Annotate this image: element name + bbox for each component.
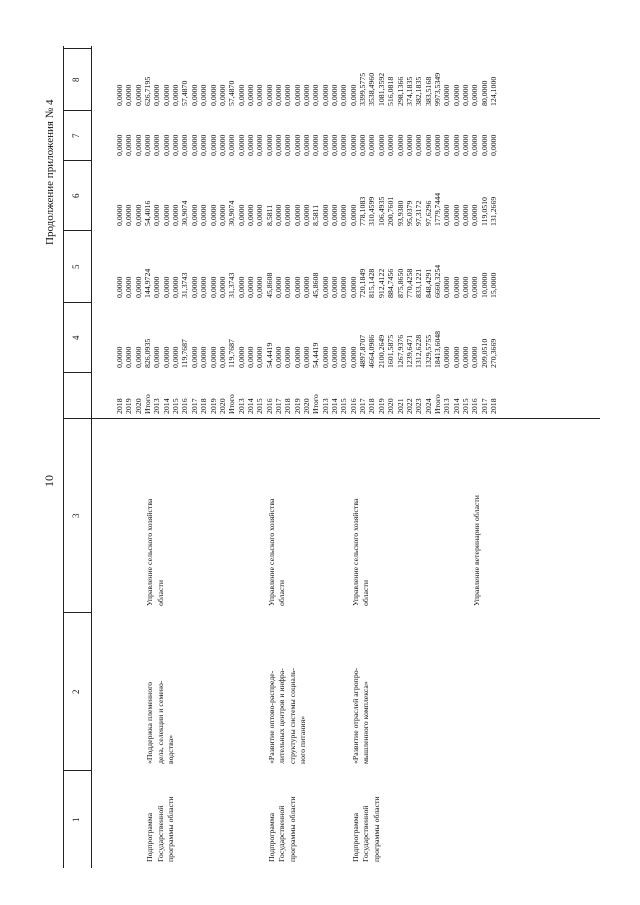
total-cell: 0,0000 [152,346,162,368]
local-cell: 0,0000 [358,134,368,156]
federal-cell: 0,0000 [161,276,171,298]
year-cell: 2015 [255,398,265,414]
subprogram-name: ного питания» [298,715,308,764]
year-cell: Итого [311,394,321,414]
program-label: Государственной [155,805,165,862]
federal-cell: 0,0000 [133,276,143,298]
subprogram-name: дела, селекции и семено- [155,680,165,764]
federal-cell: 0,0000 [339,276,349,298]
column-separator [63,230,91,231]
column-number: 3 [71,513,81,518]
local-cell: 0,0000 [348,134,358,156]
local-cell: 0,0000 [245,134,255,156]
federal-cell: 0,0000 [292,276,302,298]
subprogram-name: водства» [166,734,175,764]
regional-cell: 30,9074 [180,200,190,226]
local-cell: 0,0000 [199,134,209,156]
federal-cell: 875,8650 [395,268,405,298]
year-cell: 2013 [320,398,330,414]
subprogram-name: структуры системы социаль- [287,668,297,764]
other-cell: 382,1835 [414,76,424,106]
local-cell: 0,0000 [367,134,377,156]
year-cell: 2015 [171,398,181,414]
federal-cell: 0,0000 [330,276,340,298]
executor-name: Управление ветеринарии области [472,495,482,606]
other-cell: 0,0000 [236,84,246,106]
regional-cell: 93,9380 [395,200,405,226]
total-cell: 119,7687 [227,339,237,368]
year-cell: 2013 [442,398,452,414]
federal-cell: 0,0000 [348,276,358,298]
local-cell: 0,0000 [264,134,274,156]
local-cell: 0,0000 [161,134,171,156]
federal-cell: 0,0000 [470,276,480,298]
year-cell: 2018 [115,398,124,414]
executor-name: области [155,579,165,606]
total-cell: 1329,5755 [423,334,433,368]
local-cell: 0,0000 [489,134,498,156]
regional-cell: 0,0000 [283,204,293,226]
total-cell: 270,3669 [489,338,498,368]
total-cell: 1239,6471 [404,334,414,368]
regional-cell: 0,0000 [217,204,227,226]
header-row-border [91,46,92,868]
regional-cell: 106,4935 [376,196,386,226]
federal-cell: 0,0000 [171,276,181,298]
local-cell: 0,0000 [283,134,293,156]
local-cell: 0,0000 [423,134,433,156]
year-cell: 2022 [404,398,414,414]
local-cell: 0,0000 [404,134,414,156]
federal-cell: 0,0000 [320,276,330,298]
year-cell: 2018 [283,398,293,414]
other-cell: 374,1835 [404,76,414,106]
executor-name: области [361,579,371,606]
page-number: 10 [42,475,56,487]
regional-cell: 0,0000 [442,204,452,226]
local-cell: 0,0000 [302,134,311,156]
year-cell: 2024 [423,398,433,414]
total-cell: 209,0510 [479,338,489,368]
other-cell: 0,0000 [152,84,162,106]
regional-cell: 0,0000 [245,204,255,226]
total-cell: 0,0000 [302,346,311,368]
total-cell: 0,0000 [115,346,124,368]
local-cell: 0,0000 [227,134,237,156]
regional-cell: 95,0379 [404,200,414,226]
regional-cell: 97,3172 [414,200,424,226]
year-cell: 2014 [330,398,340,414]
year-cell: 2021 [395,398,405,414]
year-cell: 2020 [386,398,396,414]
local-cell: 0,0000 [171,134,181,156]
year-cell: 2015 [339,398,349,414]
other-cell: 626,7195 [143,76,153,106]
year-cell: 2014 [451,398,461,414]
federal-cell: 144,9724 [143,268,153,298]
federal-cell: 0,0000 [208,276,218,298]
local-cell: 0,0000 [292,134,302,156]
regional-cell: 30,9074 [227,200,237,226]
program-label: Государственной [361,805,371,862]
other-cell: 0,0000 [217,84,227,106]
regional-cell: 0,0000 [124,204,134,226]
federal-cell: 0,0000 [442,276,452,298]
local-cell: 0,0000 [442,134,452,156]
year-cell: 2020 [302,398,311,414]
local-cell: 0,0000 [189,134,199,156]
total-cell: 0,0000 [330,346,340,368]
federal-cell: 884,7456 [386,268,396,298]
other-cell: 0,0000 [161,84,171,106]
year-cell: 2017 [189,398,199,414]
year-cell: 2019 [208,398,218,414]
other-cell: 3399,5775 [358,72,368,106]
total-cell: 0,0000 [208,346,218,368]
other-cell: 0,0000 [124,84,134,106]
other-cell: 0,0000 [320,84,330,106]
other-cell: 57,4870 [180,80,190,106]
regional-cell: 119,0510 [479,197,489,226]
year-cell: Итого [432,394,442,414]
year-cell: 2017 [273,398,283,414]
year-cell: 2020 [133,398,143,414]
other-cell: 0,0000 [245,84,255,106]
federal-cell: 0,0000 [115,276,124,298]
local-cell: 0,0000 [133,134,143,156]
year-cell: 2023 [414,398,424,414]
federal-cell: 0,0000 [460,276,470,298]
regional-cell: 1779,7444 [432,192,442,226]
subprogram-name: «Развитие оптово-распреде- [266,670,276,764]
federal-cell: 45,8608 [311,272,321,298]
total-cell: 0,0000 [460,346,470,368]
year-cell: 2016 [180,398,190,414]
regional-cell: 97,6296 [423,200,433,226]
regional-cell: 778,1083 [358,196,368,226]
year-cell: 2018 [367,398,377,414]
other-cell: 1081,3592 [376,72,386,106]
federal-cell: 10,0000 [479,272,489,298]
year-cell: 2014 [161,398,171,414]
other-cell: 0,0000 [311,84,321,106]
local-cell: 0,0000 [386,134,396,156]
year-cell: Итого [143,394,153,414]
column-separator [63,48,91,49]
federal-cell: 0,0000 [273,276,283,298]
column-separator [63,160,91,161]
regional-cell: 0,0000 [292,204,302,226]
program-label: Подпрограмма [145,812,154,862]
local-cell: 0,0000 [414,134,424,156]
column-number: 1 [71,817,81,822]
local-cell: 0,0000 [330,134,340,156]
federal-cell: 848,4291 [423,268,433,298]
regional-cell: 0,0000 [302,204,311,226]
other-cell: 383,5168 [423,76,433,106]
federal-cell: 0,0000 [152,276,162,298]
federal-cell: 31,3743 [180,272,190,298]
local-cell: 0,0000 [339,134,349,156]
program-label: Подпрограмма [266,812,276,862]
federal-cell: 833,1221 [414,268,424,298]
federal-cell: 6660,3254 [432,264,442,298]
column-separator [63,372,91,373]
total-cell: 1601,5875 [386,334,396,368]
total-cell: 0,0000 [161,346,171,368]
total-cell: 0,0000 [470,346,480,368]
year-cell: 2016 [470,398,480,414]
total-cell: 0,0000 [199,346,209,368]
other-cell: 9973,5349 [432,72,442,106]
table-top-border [63,46,64,868]
local-cell: 0,0000 [208,134,218,156]
column-number: 5 [71,264,81,269]
executor-name: области [277,579,287,606]
regional-cell: 0,0000 [255,204,265,226]
subprogram-name: лительных центров и инфра- [277,668,287,764]
federal-cell: 720,1849 [358,268,368,298]
total-cell: 0,0000 [189,346,199,368]
executor-name: Управление сельского хозяйства [266,498,276,606]
program-label: программы области [371,796,381,862]
year-cell: 2014 [245,398,255,414]
local-cell: 0,0000 [376,134,386,156]
federal-cell: 0,0000 [189,276,199,298]
local-cell: 0,0000 [311,134,321,156]
other-cell: 0,0000 [460,84,470,106]
regional-cell: 8,5811 [311,204,321,226]
other-cell: 298,1366 [395,76,405,106]
federal-cell: 0,0000 [199,276,209,298]
total-cell: 1267,9376 [395,334,405,368]
total-cell: 0,0000 [283,346,293,368]
local-cell: 0,0000 [451,134,461,156]
total-cell: 0,0000 [245,346,255,368]
other-cell: 0,0000 [302,84,311,106]
federal-cell: 31,3743 [227,272,237,298]
local-cell: 0,0000 [124,134,134,156]
column-number: 2 [71,689,81,694]
year-cell: 2016 [348,398,358,414]
other-cell: 0,0000 [348,84,358,106]
other-cell: 0,0000 [171,84,181,106]
total-cell: 54,4419 [264,342,274,368]
total-cell: 119,7687 [180,339,190,368]
other-cell: 0,0000 [133,84,143,106]
federal-cell: 0,0000 [255,276,265,298]
regional-cell: 200,7601 [386,196,396,226]
federal-cell: 0,0000 [302,276,311,298]
year-cell: 2020 [217,398,227,414]
total-cell: 4897,8707 [358,334,368,368]
local-cell: 0,0000 [460,134,470,156]
other-cell: 0,0000 [189,84,199,106]
executor-name: Управление сельского хозяйства [350,498,360,606]
other-cell: 124,1000 [489,76,498,106]
column-separator [63,770,91,771]
other-cell: 0,0000 [115,84,124,106]
regional-cell: 0,0000 [208,204,218,226]
other-cell: 0,0000 [451,84,461,106]
subprogram-name: мышленного комплекса» [361,681,371,764]
total-cell: 2100,2649 [376,334,386,368]
local-cell: 0,0000 [470,134,480,156]
federal-cell: 912,4122 [376,268,386,298]
other-cell: 57,4870 [227,80,237,106]
federal-cell: 0,0000 [217,276,227,298]
total-cell: 0,0000 [236,346,246,368]
federal-cell: 815,1428 [367,268,377,298]
year-cell: 2013 [236,398,246,414]
other-cell: 0,0000 [208,84,218,106]
year-cell: 2017 [479,398,489,414]
total-cell: 0,0000 [292,346,302,368]
program-label: программы области [166,796,175,862]
federal-cell: 0,0000 [283,276,293,298]
column-divider [91,418,600,419]
local-cell: 0,0000 [143,134,153,156]
total-cell: 0,0000 [320,346,330,368]
column-number: 7 [71,133,81,138]
regional-cell: 0,0000 [115,204,124,226]
local-cell: 0,0000 [236,134,246,156]
regional-cell: 0,0000 [236,204,246,226]
local-cell: 0,0000 [255,134,265,156]
total-cell: 54,4419 [311,342,321,368]
federal-cell: 0,0000 [236,276,246,298]
regional-cell: 0,0000 [330,204,340,226]
other-cell: 0,0000 [339,84,349,106]
column-separator [63,110,91,111]
regional-cell: 0,0000 [470,204,480,226]
year-cell: 2017 [358,398,368,414]
total-cell: 1312,6228 [414,334,424,368]
other-cell: 80,0000 [479,80,489,106]
local-cell: 0,0000 [479,134,489,156]
local-cell: 0,0000 [217,134,227,156]
total-cell: 18413,6048 [432,330,442,368]
year-cell: Итого [227,394,237,414]
federal-cell: 15,0000 [489,272,498,298]
other-cell: 0,0000 [330,84,340,106]
subprogram-name: «Развитие отраслей агропро- [350,667,360,764]
local-cell: 0,0000 [320,134,330,156]
other-cell: 0,0000 [292,84,302,106]
other-cell: 0,0000 [442,84,452,106]
total-cell: 0,0000 [217,346,227,368]
regional-cell: 0,0000 [451,204,461,226]
column-separator [63,612,91,613]
total-cell: 0,0000 [133,346,143,368]
year-cell: 2016 [264,398,274,414]
total-cell: 0,0000 [348,346,358,368]
year-cell: 2019 [124,398,134,414]
regional-cell: 0,0000 [199,204,209,226]
total-cell: 826,0935 [143,338,153,368]
total-cell: 0,0000 [339,346,349,368]
program-label: Государственной [277,805,287,862]
total-cell: 0,0000 [171,346,181,368]
local-cell: 0,0000 [152,134,162,156]
total-cell: 0,0000 [124,346,134,368]
local-cell: 0,0000 [273,134,283,156]
regional-cell: 0,0000 [320,204,330,226]
year-cell: 2015 [460,398,470,414]
regional-cell: 0,0000 [273,204,283,226]
regional-cell: 0,0000 [460,204,470,226]
total-cell: 0,0000 [255,346,265,368]
executor-name: Управление сельского хозяйства [145,498,154,606]
federal-cell: 45,8608 [264,272,274,298]
regional-cell: 310,4599 [367,196,377,226]
other-cell: 516,0818 [386,76,396,106]
regional-cell: 0,0000 [339,204,349,226]
other-cell: 0,0000 [199,84,209,106]
federal-cell: 0,0000 [245,276,255,298]
year-cell: 2018 [489,398,498,414]
regional-cell: 0,0000 [189,204,199,226]
federal-cell: 0,0000 [124,276,134,298]
year-cell: 2018 [199,398,209,414]
subprogram-name: «Поддержка племенного [145,681,154,764]
column-separator [63,418,91,419]
other-cell: 0,0000 [273,84,283,106]
local-cell: 0,0000 [432,134,442,156]
regional-cell: 0,0000 [161,204,171,226]
regional-cell: 131,2669 [489,196,498,226]
year-cell: 2019 [376,398,386,414]
other-cell: 0,0000 [470,84,480,106]
regional-cell: 54,4016 [143,200,153,226]
regional-cell: 0,0000 [171,204,181,226]
other-cell: 3538,4960 [367,72,377,106]
total-cell: 0,0000 [442,346,452,368]
other-cell: 0,0000 [283,84,293,106]
total-cell: 0,0000 [451,346,461,368]
program-label: программы области [287,796,297,862]
regional-cell: 8,5811 [264,204,274,226]
regional-cell: 0,0000 [152,204,162,226]
federal-cell: 770,4258 [404,268,414,298]
other-cell: 0,0000 [264,84,274,106]
column-number: 8 [71,77,81,82]
other-cell: 0,0000 [255,84,265,106]
continuation-title: Продолжение приложения № 4 [44,99,56,245]
program-label: Подпрограмма [350,812,360,862]
local-cell: 0,0000 [115,134,124,156]
local-cell: 0,0000 [395,134,405,156]
local-cell: 0,0000 [180,134,190,156]
year-cell: 2019 [292,398,302,414]
total-cell: 4664,0986 [367,334,377,368]
total-cell: 0,0000 [273,346,283,368]
federal-cell: 0,0000 [451,276,461,298]
year-cell: 2013 [152,398,162,414]
column-number: 6 [71,193,81,198]
column-separator [63,302,91,303]
column-number: 4 [71,335,81,340]
regional-cell: 0,0000 [133,204,143,226]
regional-cell: 0,0000 [348,204,358,226]
